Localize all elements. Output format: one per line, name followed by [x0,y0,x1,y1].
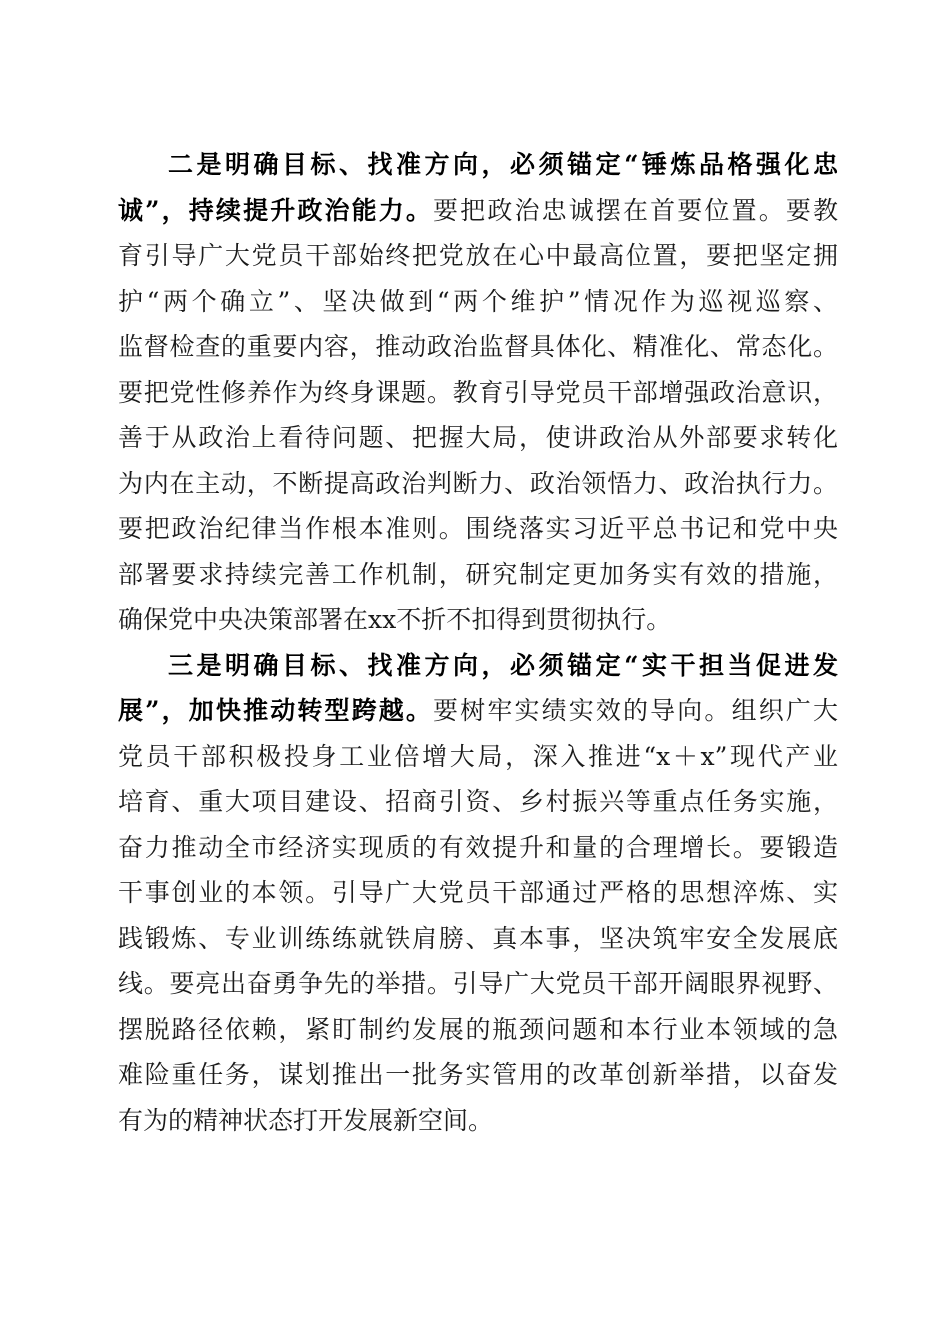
paragraph-2-text: 要把政治忠诚摆在首要位置。要教 [433,196,838,225]
paragraph-3-line: 摆脱路径依赖，紧盯制约发展的瓶颈问题和本行业本领域的急 [118,1015,838,1044]
paragraph-3-line: 难险重任务，谋划推出一批务实管用的改革创新举措，以奋发 [118,1060,838,1089]
paragraph-3-line: 践锻炼、专业训练练就铁肩膀、真本事，坚决筑牢安全发展底 [118,924,838,953]
paragraph-2-heading-end: 诚”，持续提升政治能力。 [118,196,434,225]
paragraph-3-text: 要树牢实绩实效的导向。组织广大 [433,696,838,725]
paragraph-2-heading-line: 二是明确目标、找准方向，必须锚定“锤炼品格强化忠 [168,150,838,179]
paragraph-2-line: 育引导广大党员干部始终把党放在心中最高位置，要把坚定拥 [118,241,838,270]
paragraph-3-line: 线。要亮出奋勇争先的举措。引导广大党员干部开阔眼界视野、 [118,969,838,998]
paragraph-3-line: 有为的精神状态打开发展新空间。 [118,1106,494,1135]
paragraph-3-heading-line: 三是明确目标、找准方向，必须锚定“实干担当促进发 [168,651,838,680]
paragraph-3-heading-end: 展”，加快推动转型跨越。 [118,696,434,725]
paragraph-3-line: 干事创业的本领。引导广大党员干部通过严格的思想淬炼、实 [118,878,838,907]
paragraph-3-line [118,693,838,729]
paragraph-2-line: 要把党性修养作为终身课题。教育引导党员干部增强政治意识， [118,378,838,407]
paragraph-2-line: 善于从政治上看待问题、把握大局，使讲政治从外部要求转化 [118,423,838,452]
paragraph-2-line: 监督检查的重要内容，推动政治监督具体化、精准化、常态化。 [118,332,838,361]
paragraph-2-line: 要把政治纪律当作根本准则。围绕落实习近平总书记和党中央 [118,514,838,543]
paragraph-2-line: 为内在主动，不断提高政治判断力、政治领悟力、政治执行力。 [118,469,838,498]
paragraph-2-line: 护“两个确立”、坚决做到“两个维护”情况作为巡视巡察、 [118,287,838,316]
paragraph-3-line: 奋力推动全市经济实现质的有效提升和量的合理增长。要锻造 [118,833,838,862]
paragraph-3-line: 培育、重大项目建设、招商引资、乡村振兴等重点任务实施， [118,787,838,816]
paragraph-2-line: 确保党中央决策部署在xx不折不扣得到贯彻执行。 [118,605,672,634]
paragraph-2-line: 部署要求持续完善工作机制，研究制定更加务实有效的措施， [118,560,838,589]
paragraph-2-line [118,193,838,229]
paragraph-3-line: 党员干部积极投身工业倍增大局，深入推进“x＋x”现代产业 [118,742,838,771]
